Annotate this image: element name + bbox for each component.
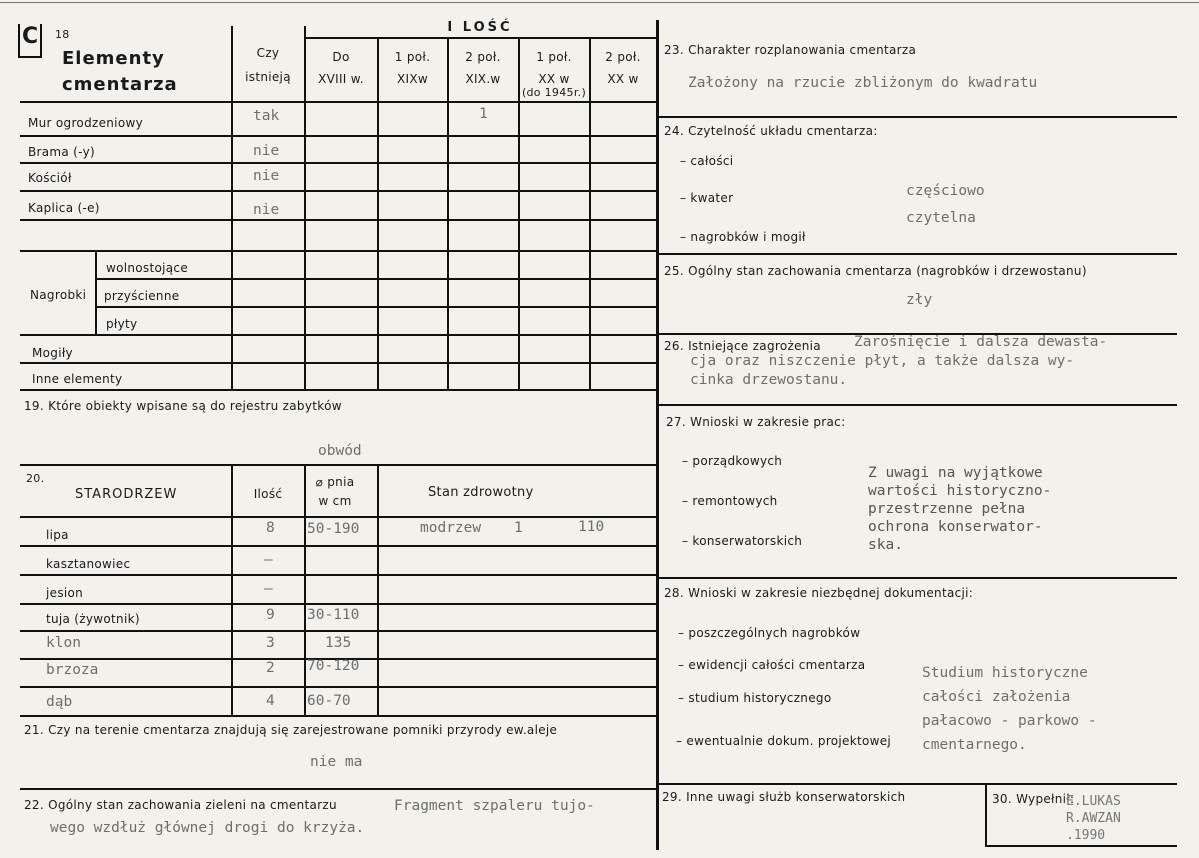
tree-diam: 60-70 bbox=[307, 693, 351, 709]
title-line1: Elementy bbox=[62, 48, 165, 69]
grid-line bbox=[20, 162, 656, 164]
grid-line bbox=[377, 464, 379, 715]
grid-line bbox=[304, 37, 656, 39]
q27-item-remontowych: – remontowych bbox=[682, 494, 778, 508]
q26-label: 26. Istniejące zagrożenia bbox=[664, 339, 821, 353]
stan-header: Stan zdrowotny bbox=[428, 485, 534, 500]
q27-label: 27. Wnioski w zakresie prac: bbox=[666, 415, 846, 429]
q19-answer: obwód bbox=[318, 443, 362, 459]
tree-diam: 30-110 bbox=[307, 607, 360, 623]
q28-answer: Studium historyczne całości założenia pałacowo - parkowo - cmentarnego. bbox=[922, 665, 1097, 753]
tree-name: klon bbox=[46, 635, 81, 651]
title-line2: cmentarza bbox=[62, 74, 178, 95]
col-header-xx2: XX w bbox=[607, 72, 639, 86]
grid-line bbox=[20, 686, 656, 688]
grid-line bbox=[20, 603, 656, 605]
grid-line bbox=[231, 464, 233, 715]
grid-line bbox=[20, 101, 656, 103]
col-header-czy: Czy bbox=[256, 46, 280, 60]
grid-line bbox=[659, 577, 1177, 579]
grid-line bbox=[20, 250, 656, 252]
grid-line bbox=[20, 362, 656, 364]
col-header-1945: (do 1945r.) bbox=[521, 86, 587, 99]
q24-answer: częściowo czytelna bbox=[906, 183, 985, 226]
grid-line bbox=[447, 38, 449, 389]
grid-line bbox=[20, 715, 656, 717]
col-header-2pol-xx: 2 poł. bbox=[605, 50, 641, 64]
tree-count: 2 bbox=[266, 660, 275, 676]
q30-label: 30. Wypełnił: bbox=[992, 792, 1075, 806]
row-value-kaplica: nie bbox=[253, 202, 280, 218]
q28-item-studium: – studium historycznego bbox=[678, 691, 832, 705]
q19-label: 19. Które obiekty wpisane są do rejestru zabytków bbox=[24, 399, 342, 413]
tree-name: brzoza bbox=[46, 662, 99, 678]
tree-count: 8 bbox=[266, 520, 275, 536]
ilosc-header: I LOŚĆ bbox=[447, 20, 513, 35]
nagrobki-przyscienne: przyścienne bbox=[104, 289, 180, 303]
grid-line bbox=[20, 334, 656, 336]
nagrobki-wolnostojace: wolnostojące bbox=[106, 261, 189, 275]
q25-answer: zły bbox=[906, 292, 933, 308]
col-header-do: Do bbox=[332, 50, 350, 64]
tree-diam: 50-190 bbox=[307, 521, 360, 537]
col-header-istnieja: istnieją bbox=[245, 70, 291, 84]
q25-label: 25. Ogólny stan zachowania cmentarza (nagrobków i drzewostanu) bbox=[664, 264, 1087, 278]
grid-line bbox=[377, 38, 379, 389]
grid-line bbox=[20, 630, 656, 632]
grid-line bbox=[95, 278, 656, 280]
q21-answer: nie ma bbox=[310, 754, 363, 770]
grid-line bbox=[985, 845, 1177, 847]
section-number: 18 bbox=[55, 28, 70, 41]
tree-count: 3 bbox=[266, 635, 275, 651]
pnia-header-1: ⌀ pnia bbox=[315, 475, 355, 489]
tree-name: kasztanowiec bbox=[46, 557, 131, 571]
q28-item-ewidencji: – ewidencji całości cmentarza bbox=[678, 658, 866, 672]
tree-name: tuja (żywotnik) bbox=[46, 612, 140, 626]
tree-count: – bbox=[264, 552, 273, 568]
q26-answer-1: Zarośnięcie i dalsza dewasta- bbox=[854, 334, 1108, 350]
grid-line bbox=[20, 219, 656, 221]
q21-label: 21. Czy na terenie cmentarza znajdują się zarejestrowane pomniki przyrody ew.aleje bbox=[24, 723, 558, 737]
stan-extra-name: modrzew bbox=[420, 520, 482, 536]
q23-answer: Założony na rzucie zbliżonym do kwadratu bbox=[688, 75, 1038, 91]
col-header-xix2: XIX.w bbox=[465, 72, 501, 86]
grid-line bbox=[95, 306, 656, 308]
section-code: C bbox=[22, 24, 39, 49]
q24-item-calosci: – całości bbox=[680, 154, 734, 168]
q22-answer-1: Fragment szpaleru tujo- bbox=[394, 798, 595, 814]
tree-name: jesion bbox=[46, 586, 84, 600]
row-label-kaplica: Kaplica (-e) bbox=[28, 201, 100, 215]
q28-item-ewentualnie: – ewentualnie dokum. projektowej bbox=[676, 734, 892, 748]
grid-line bbox=[20, 545, 656, 547]
col-header-xviii: XVIII w. bbox=[318, 72, 364, 86]
tree-count: 9 bbox=[266, 607, 275, 623]
q24-item-nagrobkow: – nagrobków i mogił bbox=[680, 230, 806, 244]
grid-line bbox=[20, 190, 656, 192]
tree-count: 4 bbox=[266, 693, 275, 709]
row-label-kosciol: Kościół bbox=[28, 171, 72, 185]
q26-answer-2: cja oraz niszczenie płyt, a także dalsza wy- cinka drzewostanu. bbox=[690, 353, 1075, 388]
q29-label: 29. Inne uwagi służb konserwatorskich bbox=[662, 790, 906, 804]
row-count-mur: 1 bbox=[479, 106, 488, 122]
row-value-brama: nie bbox=[253, 143, 280, 159]
row-label-mogily: Mogiły bbox=[32, 346, 73, 360]
center-divider bbox=[656, 20, 659, 850]
q20-number: 20. bbox=[26, 472, 45, 485]
grid-line bbox=[589, 38, 591, 389]
ilosc-col-header: Ilość bbox=[253, 487, 283, 501]
grid-line bbox=[659, 404, 1177, 406]
row-value-kosciol: nie bbox=[253, 168, 280, 184]
q30-answer: E.LUKAS R.AWZAN .1990 bbox=[1066, 794, 1121, 843]
top-edge-line bbox=[0, 2, 1199, 3]
tree-count: – bbox=[264, 581, 273, 597]
grid-line bbox=[20, 788, 656, 790]
q27-answer: Z uwagi na wyjątkowe wartości historyczno- przestrzenne pełna ochrona konserwator- ska. bbox=[868, 465, 1052, 553]
stan-extra-count: 1 bbox=[514, 520, 523, 536]
tree-name: lipa bbox=[46, 528, 69, 542]
q22-label: 22. Ogólny stan zachowania zieleni na cmentarzu bbox=[24, 798, 337, 812]
q23-label: 23. Charakter rozplanowania cmentarza bbox=[664, 43, 917, 57]
col-header-xix: XIXw bbox=[397, 72, 428, 86]
q24-label: 24. Czytelność układu cmentarza: bbox=[664, 124, 878, 138]
stan-extra-diam: 110 bbox=[578, 519, 605, 535]
starodrzew-header: STARODRZEW bbox=[75, 487, 178, 502]
tree-diam: 135 bbox=[325, 635, 352, 651]
col-header-2pol-xix: 2 poł. bbox=[465, 50, 501, 64]
q24-item-kwater: – kwater bbox=[680, 191, 734, 205]
row-value-mur: tak bbox=[253, 108, 280, 124]
row-label-mur: Mur ogrodzeniowy bbox=[28, 116, 143, 130]
row-label-brama: Brama (-y) bbox=[28, 145, 95, 159]
grid-line bbox=[20, 464, 656, 466]
q27-item-konserwatorskich: – konserwatorskich bbox=[682, 534, 803, 548]
nagrobki-plyty: płyty bbox=[106, 317, 138, 331]
col-header-xx: XX w bbox=[538, 72, 570, 86]
nagrobki-label: Nagrobki bbox=[30, 288, 87, 302]
grid-line bbox=[659, 253, 1177, 255]
grid-line bbox=[95, 251, 97, 335]
grid-line bbox=[985, 785, 987, 847]
row-label-inne: Inne elementy bbox=[32, 372, 123, 386]
q28-item-nagrobkow: – poszczególnych nagrobków bbox=[678, 626, 861, 640]
tree-name: dąb bbox=[46, 694, 73, 710]
q27-item-porzadkowych: – porządkowych bbox=[682, 454, 783, 468]
col-header-1pol-xix: 1 poł. bbox=[394, 50, 431, 64]
tree-diam: 70-120 bbox=[307, 658, 360, 674]
grid-line bbox=[20, 389, 656, 391]
grid-line bbox=[659, 783, 1177, 785]
grid-line bbox=[20, 574, 656, 576]
grid-line bbox=[20, 516, 656, 518]
grid-line bbox=[20, 135, 656, 137]
pnia-header-2: w cm bbox=[318, 494, 352, 508]
q22-answer-2: wego wzdłuż głównej drogi do krzyża. bbox=[50, 820, 365, 836]
q28-label: 28. Wnioski w zakresie niezbędnej dokumentacji: bbox=[664, 586, 974, 600]
grid-line bbox=[659, 116, 1177, 118]
col-header-1pol-xx: 1 poł. bbox=[536, 50, 572, 64]
